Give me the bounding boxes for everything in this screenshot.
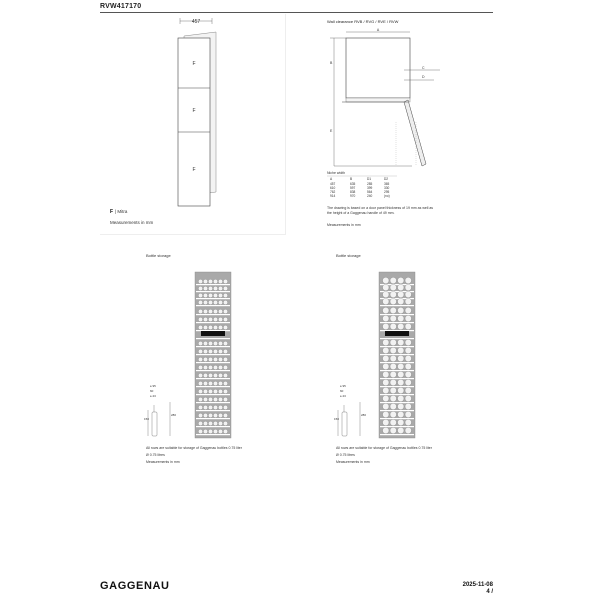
bottle-foot-line: Measurements in mm: [336, 460, 370, 464]
bottle-end: [218, 325, 222, 329]
bottle-end: [208, 309, 212, 313]
bottle-end: [223, 286, 227, 290]
bottle-end: [208, 293, 212, 297]
shelf: [380, 434, 414, 435]
bottle-end: [398, 371, 404, 377]
bottle-storage-title: Bottle storage: [336, 253, 361, 258]
bottle-storage-right-panel: [334, 250, 474, 470]
bottle-end: [218, 279, 222, 283]
dim-label-e: E: [330, 129, 333, 133]
bottle-end: [218, 405, 222, 409]
bottle-end: [405, 355, 411, 361]
bottle-end: [198, 429, 202, 433]
bottle-end: [383, 347, 389, 353]
bottle-end: [390, 371, 396, 377]
bottle-end: [383, 427, 389, 433]
bottle-end: [208, 381, 212, 385]
table-cell: 838: [350, 190, 356, 194]
bottle-end: [198, 381, 202, 385]
table-cell: 457: [330, 182, 336, 186]
bottle-foot-line: Ø 0.75 litres: [146, 453, 165, 457]
table-cell: 240: [367, 194, 373, 198]
bottle-end: [213, 349, 217, 353]
bottle-end: [218, 365, 222, 369]
bottle-end: [218, 397, 222, 401]
bottle-end: [198, 421, 202, 425]
shelf: [196, 314, 230, 315]
shelf: [380, 354, 414, 355]
bottle-end: [218, 349, 222, 353]
bottle-end: [208, 365, 212, 369]
bottle-end: [218, 413, 222, 417]
dim-label-b: B: [330, 61, 333, 65]
table-cell: 295: [384, 190, 390, 194]
bottle-end: [223, 413, 227, 417]
shelf: [380, 305, 414, 306]
legend-text: | Mitra: [115, 209, 128, 214]
bottle-end: [223, 381, 227, 385]
bottle-end: [390, 315, 396, 321]
table-cell: (no): [384, 194, 390, 198]
bottle-end: [390, 284, 396, 290]
bottle-end: [198, 413, 202, 417]
table-header: D2: [384, 177, 389, 181]
bottle-end: [203, 300, 207, 304]
bottle-end: [223, 397, 227, 401]
bottle-end: [213, 421, 217, 425]
bottle-end: [223, 317, 227, 321]
bottle-end: [198, 286, 202, 290]
bottle-end: [223, 293, 227, 297]
bottle-end: [218, 309, 222, 313]
bottle-end: [213, 286, 217, 290]
table-cell: 285: [367, 182, 373, 186]
wall-clearance-note: The drawing is based on a door panel thickness of 19 mm as well as the height of a Gaggenau handle of 49 mm.: [327, 206, 434, 215]
shelf: [380, 410, 414, 411]
bottle-end: [405, 379, 411, 385]
bottle-end: [203, 279, 207, 283]
front-panel-label: F: [192, 61, 196, 67]
shelf: [196, 362, 230, 363]
bottle-end: [198, 309, 202, 313]
bottle-end: [405, 387, 411, 393]
bottle-end: [203, 293, 207, 297]
bottle-end: [213, 325, 217, 329]
bottle-end: [203, 381, 207, 385]
bottle-end: [390, 379, 396, 385]
shelf: [380, 314, 414, 315]
bottle-end: [198, 405, 202, 409]
bottle-end: [218, 293, 222, 297]
bottle-end: [203, 365, 207, 369]
bottle-end: [208, 389, 212, 393]
bottle-end: [213, 279, 217, 283]
bottle-end: [223, 405, 227, 409]
bottle-end: [208, 397, 212, 401]
bottle-end: [218, 286, 222, 290]
dim-label-d: D: [422, 75, 425, 79]
bottle-end: [398, 403, 404, 409]
dim-label: 60: [340, 389, 344, 393]
bottle-end: [390, 363, 396, 369]
bottle-end: [398, 427, 404, 433]
bottle-end: [390, 427, 396, 433]
bottle-end: [398, 298, 404, 304]
table-header: A: [330, 177, 333, 181]
bottle-end: [405, 371, 411, 377]
dim-label-c: C: [422, 66, 425, 70]
bottle-end: [203, 349, 207, 353]
bottle-end: [213, 381, 217, 385]
bottle-end: [198, 357, 202, 361]
table-header: B: [350, 177, 353, 181]
bottle-end: [208, 349, 212, 353]
shelf: [196, 394, 230, 395]
bottle-end: [198, 279, 202, 283]
wall-clearance-panel: [322, 14, 494, 234]
shelf: [196, 354, 230, 355]
bottle-end: [405, 277, 411, 283]
bottle-end: [405, 323, 411, 329]
bottle-end: [223, 421, 227, 425]
bottle-end: [208, 429, 212, 433]
bottle-end: [203, 325, 207, 329]
wall-clearance-title: Wall clearance RVB / RVG / RVE / RVW: [327, 19, 399, 24]
bottle-end: [213, 317, 217, 321]
dim-label: 150: [144, 417, 150, 421]
bottle-end: [383, 363, 389, 369]
bottle-end: [398, 323, 404, 329]
page-number: 4 /: [486, 589, 493, 595]
bottle-end: [218, 357, 222, 361]
brand-logo: GAGGENAU: [100, 580, 170, 592]
bottle-end: [198, 389, 202, 393]
shelf: [380, 418, 414, 419]
shelf: [380, 378, 414, 379]
shelf: [380, 370, 414, 371]
bottle-end: [213, 309, 217, 313]
shelf: [196, 322, 230, 323]
bottle-end: [223, 341, 227, 345]
dim-label: ≤ 23: [340, 394, 346, 398]
bottle-end: [203, 429, 207, 433]
bottle-end: [383, 339, 389, 345]
front-panel-label: F: [192, 167, 196, 173]
shelf: [380, 338, 414, 339]
bottle-end: [218, 381, 222, 385]
dim-label: ≤ 95: [150, 384, 156, 388]
bottle-end: [398, 339, 404, 345]
shelf: [196, 291, 230, 292]
bottle-end: [218, 421, 222, 425]
bottle-end: [398, 411, 404, 417]
front-width-label: 457: [191, 19, 201, 25]
shelf: [380, 346, 414, 347]
bottle-end: [383, 298, 389, 304]
shelf: [196, 298, 230, 299]
shelf: [196, 410, 230, 411]
bottle-end: [203, 309, 207, 313]
model-number: RVW417170: [100, 3, 142, 10]
bottle-end: [405, 403, 411, 409]
bottle-end: [213, 397, 217, 401]
bottle-end: [383, 323, 389, 329]
table-cell: 399: [367, 186, 373, 190]
bottle-end: [405, 339, 411, 345]
bottle-end: [198, 300, 202, 304]
bottle-end: [223, 349, 227, 353]
bottle-end: [390, 411, 396, 417]
bottle-end: [383, 307, 389, 313]
dim-label: 280: [361, 413, 367, 417]
bottle-end: [213, 389, 217, 393]
bottle-end: [383, 277, 389, 283]
bottle-end: [383, 411, 389, 417]
shelf: [196, 378, 230, 379]
bottle-storage-left-drawing: [144, 250, 284, 470]
bottle-end: [208, 286, 212, 290]
bottle-end: [208, 317, 212, 321]
table-header: D1: [367, 177, 372, 181]
front-panel-label: F: [192, 108, 196, 114]
shelf: [196, 338, 230, 339]
bottle-end: [383, 371, 389, 377]
bottle-end: [398, 363, 404, 369]
control-panel: [201, 331, 225, 336]
front-view-drawing: [100, 14, 285, 234]
bottle-end: [390, 298, 396, 304]
bottle-storage-title: Bottle storage: [146, 253, 171, 258]
bottle-foot-line: All rows are suitable for storage of Gaggenau bottles 0.75 liter: [146, 446, 242, 450]
bottle-end: [383, 419, 389, 425]
shelf: [196, 386, 230, 387]
wall-clearance-drawing: [322, 14, 494, 234]
dim-label: 150: [334, 417, 340, 421]
bottle-end: [223, 429, 227, 433]
table-cell: 914: [330, 194, 336, 198]
bottle-end: [223, 373, 227, 377]
shelf: [196, 284, 230, 285]
bottle-end: [398, 307, 404, 313]
bottle-end: [218, 389, 222, 393]
bottle-end: [398, 387, 404, 393]
bottle-end: [208, 421, 212, 425]
bottle-foot-line: All rows are suitable for storage of Gaggenau bottles 0.75 liter: [336, 446, 432, 450]
bottle-end: [223, 300, 227, 304]
bottle-end: [405, 315, 411, 321]
bottle-end: [208, 373, 212, 377]
bottle-end: [208, 405, 212, 409]
bottle-end: [203, 373, 207, 377]
shelf: [196, 402, 230, 403]
bottle-end: [405, 427, 411, 433]
bottle-end: [383, 395, 389, 401]
bottle-end: [198, 317, 202, 321]
bottle-end: [213, 405, 217, 409]
bottle-end: [383, 355, 389, 361]
bottle-end: [398, 355, 404, 361]
bottle-end: [405, 347, 411, 353]
bottle-end: [390, 307, 396, 313]
table-cell: 635: [350, 182, 356, 186]
wall-clearance-measurements-note: Measurements in mm: [327, 223, 361, 227]
bottle-end: [198, 341, 202, 345]
bottle-end: [198, 325, 202, 329]
bottle-end: [213, 300, 217, 304]
bottle-end: [405, 363, 411, 369]
dim-label: 60: [150, 389, 154, 393]
measurements-note: Measurements in mm: [110, 220, 154, 225]
bottle-end: [405, 419, 411, 425]
bottle-end: [398, 395, 404, 401]
bottle-end: [405, 291, 411, 297]
dim-label: ≤ 23: [150, 394, 156, 398]
bottle-end: [198, 349, 202, 353]
bottle-end: [398, 419, 404, 425]
shelf: [196, 434, 230, 435]
bottle-end: [203, 286, 207, 290]
table-cell: 330: [384, 186, 390, 190]
bottle-end: [213, 429, 217, 433]
bottle-end: [398, 379, 404, 385]
bottle-storage-right-drawing: [334, 250, 474, 470]
header-rule: [100, 12, 493, 13]
bottle-end: [208, 413, 212, 417]
shelf: [380, 426, 414, 427]
bottle-end: [198, 373, 202, 377]
bottle-end: [223, 325, 227, 329]
bottle-end: [405, 307, 411, 313]
bottle-end: [223, 357, 227, 361]
bottle-end: [208, 300, 212, 304]
table-cell: 564: [367, 190, 373, 194]
shelf: [380, 362, 414, 363]
bottle-storage-left-panel: [144, 250, 284, 470]
bottle-end: [398, 277, 404, 283]
bottle-end: [383, 291, 389, 297]
shelf: [196, 346, 230, 347]
shelf: [196, 418, 230, 419]
front-view-panel: [100, 14, 286, 235]
bottle-end: [203, 421, 207, 425]
bottle-end: [383, 315, 389, 321]
bottle-end: [208, 279, 212, 283]
bottle-end: [398, 315, 404, 321]
bottle-end: [398, 284, 404, 290]
bottle-end: [198, 293, 202, 297]
shelf: [380, 386, 414, 387]
bottle-foot-line: Measurements in mm: [146, 460, 180, 464]
bottle-end: [208, 357, 212, 361]
bottle-end: [213, 357, 217, 361]
table-cell: 597: [350, 186, 356, 190]
shelf: [380, 394, 414, 395]
bottle-end: [203, 317, 207, 321]
shelf: [196, 370, 230, 371]
bottle-end: [390, 355, 396, 361]
bottle-end: [383, 284, 389, 290]
bottle-end: [203, 397, 207, 401]
bottle-foot-line: Ø 0.75 litres: [336, 453, 355, 457]
shelf: [380, 322, 414, 323]
bottle-end: [213, 365, 217, 369]
bottle-end: [390, 323, 396, 329]
bottle-end: [218, 317, 222, 321]
table-cell: 970: [350, 194, 356, 198]
dim-label: ≤ 95: [340, 384, 346, 388]
shelf: [380, 402, 414, 403]
dim-label-a: A: [376, 28, 380, 32]
dim-label: 280: [171, 413, 177, 417]
bottle-end: [218, 429, 222, 433]
bottle-end: [383, 387, 389, 393]
bottle-end: [223, 389, 227, 393]
bottle-end: [208, 325, 212, 329]
bottle-end: [390, 395, 396, 401]
bottle-end: [198, 365, 202, 369]
shelf: [196, 426, 230, 427]
control-panel: [385, 331, 409, 336]
bottle-end: [218, 373, 222, 377]
table-title: Niche width: [327, 171, 346, 175]
bottle-end: [390, 403, 396, 409]
bottle-end: [390, 291, 396, 297]
bottle-end: [390, 387, 396, 393]
bottle-end: [213, 293, 217, 297]
legend-symbol: F: [110, 209, 114, 215]
bottle-end: [398, 291, 404, 297]
bottle-end: [223, 365, 227, 369]
shelf: [196, 305, 230, 306]
bottle-end: [203, 405, 207, 409]
bottle-end: [390, 277, 396, 283]
bottle-end: [390, 347, 396, 353]
bottle-end: [223, 309, 227, 313]
bottle-end: [203, 389, 207, 393]
bottle-end: [390, 339, 396, 345]
bottle-end: [218, 300, 222, 304]
table-cell: 365: [384, 182, 390, 186]
bottle-end: [213, 413, 217, 417]
document-date: 2025-11-08: [462, 582, 493, 588]
bottle-end: [405, 284, 411, 290]
table-cell: 610: [330, 186, 336, 190]
bottle-end: [405, 395, 411, 401]
bottle-end: [203, 413, 207, 417]
bottle-end: [203, 357, 207, 361]
bottle-end: [383, 403, 389, 409]
bottle-end: [213, 373, 217, 377]
bottle-end: [405, 411, 411, 417]
bottle-end: [398, 347, 404, 353]
bottle-end: [198, 397, 202, 401]
bottle-end: [213, 341, 217, 345]
bottle-end: [383, 379, 389, 385]
bottle-end: [208, 341, 212, 345]
bottle-end: [405, 298, 411, 304]
bottle-end: [223, 279, 227, 283]
bottle-end: [218, 341, 222, 345]
table-cell: 762: [330, 190, 336, 194]
bottle-end: [390, 419, 396, 425]
bottle-end: [203, 341, 207, 345]
